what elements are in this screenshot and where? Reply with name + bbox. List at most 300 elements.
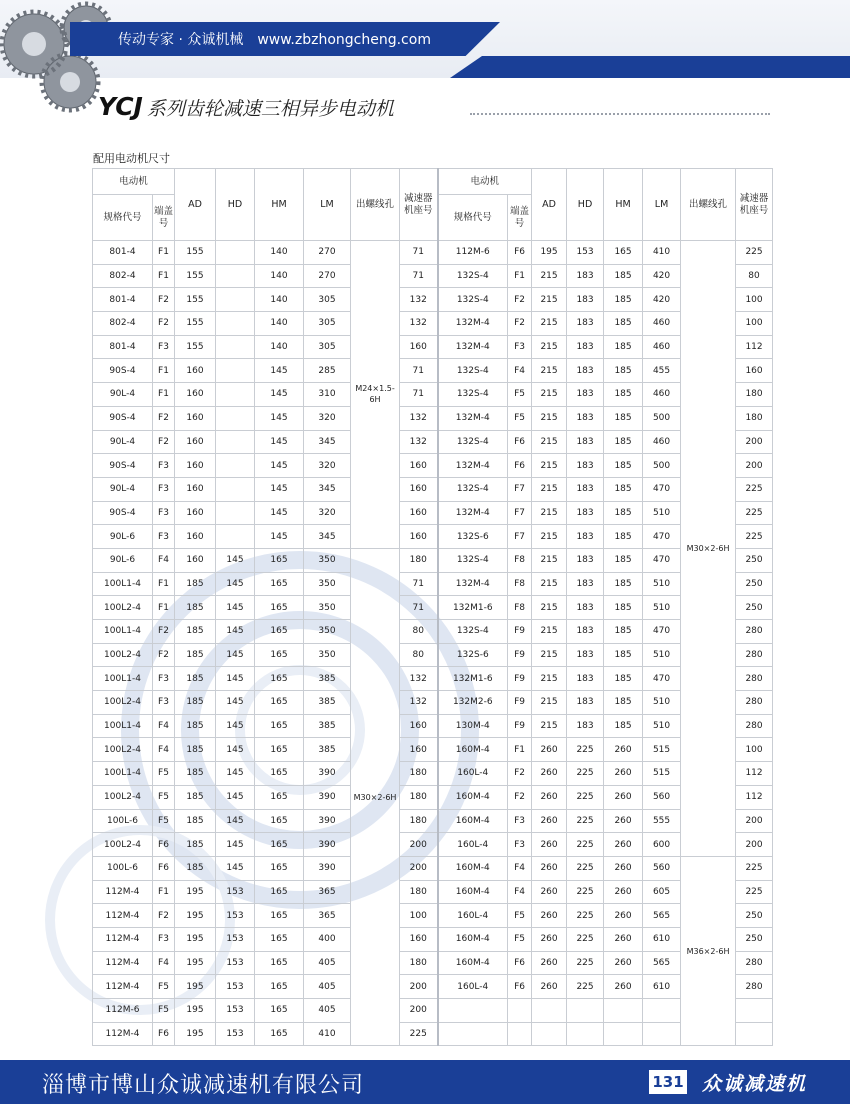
cell-hd: 153 [216, 951, 255, 975]
cell-ad: 185 [175, 833, 216, 857]
cell-hd-right: 183 [567, 667, 604, 691]
cell-hd-right: 183 [567, 572, 604, 596]
cell-end-cover-right: F3 [508, 335, 532, 359]
cell-ad: 195 [175, 975, 216, 999]
cell-reducer-base: 132 [400, 288, 438, 312]
cell-ad-right [532, 1022, 567, 1046]
cell-end-cover: F1 [153, 596, 175, 620]
cell-ad-right: 215 [532, 691, 567, 715]
cell-reducer-base: 180 [400, 880, 438, 904]
cell-reducer-base: 160 [400, 927, 438, 951]
cell-ad-right: 215 [532, 525, 567, 549]
cell-reducer-base: 132 [400, 312, 438, 336]
cell-ad: 185 [175, 762, 216, 786]
cell-hd-right: 183 [567, 477, 604, 501]
cell-ad: 185 [175, 572, 216, 596]
cell-hd [216, 241, 255, 265]
cell-hm-right: 185 [604, 335, 643, 359]
cell-reducer-base-right: 200 [736, 430, 773, 454]
cell-hd [216, 430, 255, 454]
cell-end-cover-right: F2 [508, 312, 532, 336]
cell-reducer-base: 132 [400, 406, 438, 430]
cell-ad-right: 215 [532, 312, 567, 336]
cell-hd [216, 335, 255, 359]
cell-spec-code-right: 160L-4 [438, 762, 508, 786]
cell-outlet-merged: M24×1.5-6H [351, 241, 400, 549]
header-lm: LM [304, 169, 351, 241]
cell-lm-right [643, 1022, 681, 1046]
table-row [93, 596, 773, 620]
cell-lm: 385 [304, 714, 351, 738]
cell-reducer-base-right: 180 [736, 406, 773, 430]
cell-ad-right: 215 [532, 643, 567, 667]
cell-hd: 145 [216, 667, 255, 691]
cell-hd-right: 225 [567, 785, 604, 809]
cell-lm-right: 455 [643, 359, 681, 383]
cell-end-cover-right: F2 [508, 762, 532, 786]
cell-spec-code-right: 132M-4 [438, 572, 508, 596]
cell-reducer-base-right [736, 1022, 773, 1046]
cell-hm: 165 [255, 975, 304, 999]
cell-hd [216, 477, 255, 501]
cell-lm-right: 460 [643, 383, 681, 407]
cell-hm-right: 260 [604, 785, 643, 809]
cell-spec-code-right: 132M1-6 [438, 596, 508, 620]
cell-outlet-merged-right: M30×2-6H [681, 241, 736, 857]
cell-lm: 350 [304, 572, 351, 596]
cell-reducer-base: 71 [400, 572, 438, 596]
cell-spec-code-right: 160M-4 [438, 785, 508, 809]
cell-ad-right: 215 [532, 383, 567, 407]
cell-lm: 270 [304, 241, 351, 265]
table-row [93, 927, 773, 951]
cell-hd-right: 225 [567, 975, 604, 999]
table-row [93, 241, 773, 265]
cell-end-cover: F4 [153, 738, 175, 762]
cell-ad-right: 195 [532, 241, 567, 265]
table-row [93, 335, 773, 359]
cell-reducer-base-right: 250 [736, 572, 773, 596]
cell-reducer-base-right: 280 [736, 951, 773, 975]
cell-hd-right: 183 [567, 643, 604, 667]
cell-ad-right: 215 [532, 714, 567, 738]
table-row [93, 833, 773, 857]
cell-spec-code-right: 132S-6 [438, 643, 508, 667]
cell-hd-right: 183 [567, 454, 604, 478]
cell-reducer-base-right: 250 [736, 596, 773, 620]
cell-spec-code: 801-4 [93, 241, 153, 265]
cell-hd-right: 183 [567, 406, 604, 430]
cell-spec-code-right: 132S-4 [438, 477, 508, 501]
cell-lm-right: 510 [643, 572, 681, 596]
cell-lm: 400 [304, 927, 351, 951]
cell-end-cover-right: F3 [508, 809, 532, 833]
cell-hd: 145 [216, 596, 255, 620]
cell-reducer-base: 160 [400, 501, 438, 525]
cell-ad: 195 [175, 927, 216, 951]
cell-spec-code-right: 160M-4 [438, 951, 508, 975]
cell-end-cover: F2 [153, 406, 175, 430]
header-ad-right: AD [532, 169, 567, 241]
table-row [93, 904, 773, 928]
cell-end-cover-right: F9 [508, 620, 532, 644]
cell-end-cover-right [508, 1022, 532, 1046]
header-hd: HD [216, 169, 255, 241]
page-number: 131 [649, 1070, 687, 1094]
cell-lm: 365 [304, 904, 351, 928]
cell-ad: 155 [175, 264, 216, 288]
header-website: www.zbzhongcheng.com [257, 32, 431, 48]
cell-hd: 145 [216, 643, 255, 667]
cell-ad-right: 260 [532, 856, 567, 880]
cell-ad: 195 [175, 999, 216, 1023]
cell-hd-right: 183 [567, 620, 604, 644]
cell-hm: 145 [255, 359, 304, 383]
cell-lm: 305 [304, 312, 351, 336]
cell-hd-right: 183 [567, 714, 604, 738]
cell-hd-right [567, 999, 604, 1023]
cell-hm: 145 [255, 477, 304, 501]
cell-hm-right: 185 [604, 264, 643, 288]
cell-reducer-base-right: 280 [736, 643, 773, 667]
cell-hd [216, 501, 255, 525]
cell-end-cover-right: F8 [508, 572, 532, 596]
cell-end-cover-right: F8 [508, 548, 532, 572]
cell-lm: 350 [304, 643, 351, 667]
cell-spec-code: 112M-4 [93, 880, 153, 904]
cell-hm-right: 260 [604, 904, 643, 928]
cell-spec-code-right: 132S-4 [438, 430, 508, 454]
cell-end-cover: F3 [153, 525, 175, 549]
cell-lm-right: 560 [643, 785, 681, 809]
cell-hm: 140 [255, 264, 304, 288]
cell-ad-right: 215 [532, 454, 567, 478]
cell-reducer-base: 180 [400, 762, 438, 786]
cell-hm-right: 260 [604, 809, 643, 833]
table-row [93, 525, 773, 549]
cell-end-cover: F1 [153, 880, 175, 904]
cell-lm-right: 470 [643, 525, 681, 549]
cell-end-cover: F3 [153, 501, 175, 525]
cell-end-cover-right: F1 [508, 738, 532, 762]
cell-end-cover-right: F7 [508, 525, 532, 549]
cell-ad-right: 215 [532, 572, 567, 596]
cell-hm-right: 185 [604, 477, 643, 501]
cell-ad: 160 [175, 501, 216, 525]
cell-ad-right: 260 [532, 951, 567, 975]
cell-reducer-base: 225 [400, 1022, 438, 1046]
cell-hm: 165 [255, 999, 304, 1023]
cell-end-cover-right: F9 [508, 714, 532, 738]
cell-spec-code: 100L1-4 [93, 762, 153, 786]
cell-lm: 385 [304, 691, 351, 715]
cell-end-cover: F4 [153, 548, 175, 572]
cell-reducer-base: 160 [400, 454, 438, 478]
cell-reducer-base: 180 [400, 809, 438, 833]
cell-hd: 145 [216, 785, 255, 809]
cell-hd-right: 225 [567, 904, 604, 928]
cell-spec-code: 100L1-4 [93, 714, 153, 738]
cell-hm: 165 [255, 785, 304, 809]
cell-reducer-base-right: 225 [736, 525, 773, 549]
cell-spec-code: 112M-4 [93, 904, 153, 928]
cell-lm-right: 510 [643, 714, 681, 738]
cell-hm: 165 [255, 714, 304, 738]
cell-lm: 365 [304, 880, 351, 904]
cell-end-cover: F3 [153, 927, 175, 951]
cell-ad-right: 215 [532, 359, 567, 383]
cell-hd: 145 [216, 762, 255, 786]
cell-reducer-base: 71 [400, 596, 438, 620]
cell-ad: 195 [175, 1022, 216, 1046]
cell-end-cover: F6 [153, 1022, 175, 1046]
cell-hd-right: 183 [567, 548, 604, 572]
cell-reducer-base: 200 [400, 975, 438, 999]
cell-reducer-base-right: 160 [736, 359, 773, 383]
cell-end-cover: F1 [153, 241, 175, 265]
cell-reducer-base: 80 [400, 643, 438, 667]
cell-spec-code-right [438, 999, 508, 1023]
cell-spec-code-right: 132M-4 [438, 335, 508, 359]
cell-lm-right: 515 [643, 762, 681, 786]
cell-reducer-base-right: 225 [736, 856, 773, 880]
cell-spec-code-right: 160M-4 [438, 856, 508, 880]
cell-hd: 145 [216, 833, 255, 857]
cell-end-cover: F5 [153, 762, 175, 786]
cell-reducer-base-right: 100 [736, 288, 773, 312]
table-row [93, 548, 773, 572]
cell-ad-right: 215 [532, 667, 567, 691]
cell-lm: 270 [304, 264, 351, 288]
table-row [93, 477, 773, 501]
cell-lm-right: 605 [643, 880, 681, 904]
cell-reducer-base-right: 200 [736, 809, 773, 833]
table-row [93, 1022, 773, 1046]
cell-hm-right: 260 [604, 762, 643, 786]
cell-reducer-base: 132 [400, 691, 438, 715]
cell-spec-code-right: 132M-4 [438, 406, 508, 430]
table-row [93, 501, 773, 525]
cell-reducer-base-right: 225 [736, 241, 773, 265]
cell-spec-code: 90S-4 [93, 406, 153, 430]
cell-hm-right [604, 1022, 643, 1046]
cell-hd [216, 264, 255, 288]
cell-hd-right: 153 [567, 241, 604, 265]
cell-hd: 145 [216, 809, 255, 833]
header-hm: HM [255, 169, 304, 241]
header-end-cover-right: 端盖号 [508, 195, 532, 241]
cell-hd [216, 383, 255, 407]
cell-hd [216, 312, 255, 336]
cell-hd: 145 [216, 714, 255, 738]
cell-end-cover: F2 [153, 620, 175, 644]
cell-hd: 153 [216, 975, 255, 999]
cell-hm: 165 [255, 833, 304, 857]
cell-end-cover: F5 [153, 975, 175, 999]
cell-ad: 195 [175, 904, 216, 928]
cell-hm: 165 [255, 738, 304, 762]
cell-hd-right: 225 [567, 833, 604, 857]
cell-lm-right [643, 999, 681, 1023]
cell-hd-right: 225 [567, 880, 604, 904]
header-motor: 电动机 [93, 169, 175, 195]
cell-hm-right: 185 [604, 714, 643, 738]
cell-hm: 165 [255, 643, 304, 667]
cell-lm-right: 420 [643, 264, 681, 288]
cell-hm: 145 [255, 383, 304, 407]
cell-end-cover: F2 [153, 312, 175, 336]
cell-lm-right: 515 [643, 738, 681, 762]
cell-end-cover: F6 [153, 856, 175, 880]
cell-spec-code: 802-4 [93, 264, 153, 288]
cell-hm-right: 185 [604, 620, 643, 644]
cell-hd-right: 225 [567, 809, 604, 833]
cell-lm-right: 510 [643, 691, 681, 715]
cell-reducer-base: 132 [400, 667, 438, 691]
table-row [93, 454, 773, 478]
cell-lm-right: 555 [643, 809, 681, 833]
cell-reducer-base-right: 100 [736, 312, 773, 336]
cell-lm-right: 470 [643, 477, 681, 501]
cell-lm-right: 470 [643, 548, 681, 572]
cell-end-cover-right: F4 [508, 359, 532, 383]
cell-end-cover: F5 [153, 809, 175, 833]
cell-spec-code: 100L2-4 [93, 691, 153, 715]
table-row [93, 785, 773, 809]
cell-end-cover-right: F6 [508, 951, 532, 975]
cell-spec-code-right: 132S-6 [438, 525, 508, 549]
cell-hm: 165 [255, 548, 304, 572]
header-end-cover: 端盖号 [153, 195, 175, 241]
cell-hm-right: 260 [604, 975, 643, 999]
cell-reducer-base: 200 [400, 833, 438, 857]
cell-lm-right: 460 [643, 312, 681, 336]
title-divider [470, 113, 770, 115]
cell-lm: 390 [304, 762, 351, 786]
cell-hd: 153 [216, 880, 255, 904]
cell-hd-right: 225 [567, 738, 604, 762]
table-row [93, 738, 773, 762]
cell-reducer-base-right: 225 [736, 880, 773, 904]
cell-end-cover: F1 [153, 383, 175, 407]
cell-reducer-base: 200 [400, 856, 438, 880]
cell-reducer-base: 132 [400, 430, 438, 454]
cell-spec-code: 112M-4 [93, 927, 153, 951]
cell-hm-right [604, 999, 643, 1023]
cell-end-cover: F3 [153, 477, 175, 501]
cell-lm-right: 420 [643, 288, 681, 312]
header-lm-right: LM [643, 169, 681, 241]
cell-hm-right: 260 [604, 738, 643, 762]
cell-hm: 140 [255, 335, 304, 359]
cell-hm-right: 185 [604, 359, 643, 383]
cell-hm-right: 185 [604, 548, 643, 572]
cell-ad-right: 260 [532, 762, 567, 786]
cell-reducer-base: 80 [400, 620, 438, 644]
cell-end-cover: F3 [153, 454, 175, 478]
cell-spec-code-right: 132S-4 [438, 359, 508, 383]
cell-lm-right: 510 [643, 643, 681, 667]
cell-end-cover: F5 [153, 785, 175, 809]
cell-hm: 165 [255, 620, 304, 644]
footer-brand: 众诚减速机 [702, 1073, 808, 1095]
cell-spec-code: 90S-4 [93, 359, 153, 383]
table-row [93, 288, 773, 312]
cell-lm: 320 [304, 454, 351, 478]
cell-spec-code-right: 132M2-6 [438, 691, 508, 715]
cell-hd [216, 454, 255, 478]
cell-hd-right: 183 [567, 383, 604, 407]
cell-spec-code-right [438, 1022, 508, 1046]
header-spec-code: 规格代号 [93, 195, 153, 241]
cell-spec-code-right: 132S-4 [438, 288, 508, 312]
cell-lm: 405 [304, 951, 351, 975]
cell-hd [216, 288, 255, 312]
cell-reducer-base: 180 [400, 548, 438, 572]
cell-spec-code-right: 132M-4 [438, 501, 508, 525]
cell-hm: 165 [255, 667, 304, 691]
header-ad: AD [175, 169, 216, 241]
cell-ad-right: 215 [532, 548, 567, 572]
cell-reducer-base-right: 280 [736, 667, 773, 691]
cell-end-cover: F4 [153, 951, 175, 975]
cell-lm-right: 510 [643, 596, 681, 620]
cell-reducer-base-right: 280 [736, 620, 773, 644]
cell-ad: 160 [175, 359, 216, 383]
header-stripe [450, 56, 850, 78]
cell-hm-right: 260 [604, 833, 643, 857]
footer-company-name: 淄博市博山众诚减速机有限公司 [42, 1073, 365, 1098]
cell-ad: 160 [175, 477, 216, 501]
cell-reducer-base-right: 112 [736, 785, 773, 809]
cell-end-cover-right: F5 [508, 904, 532, 928]
cell-hm: 165 [255, 691, 304, 715]
cell-end-cover: F4 [153, 714, 175, 738]
cell-lm: 345 [304, 477, 351, 501]
cell-ad: 185 [175, 785, 216, 809]
cell-spec-code: 90L-4 [93, 477, 153, 501]
cell-hm: 165 [255, 809, 304, 833]
cell-lm: 410 [304, 1022, 351, 1046]
cell-ad-right: 215 [532, 430, 567, 454]
cell-lm: 320 [304, 501, 351, 525]
cell-hm-right: 185 [604, 643, 643, 667]
cell-spec-code-right: 160M-4 [438, 809, 508, 833]
cell-reducer-base-right: 180 [736, 383, 773, 407]
table-body [93, 241, 773, 1046]
table-row [93, 691, 773, 715]
cell-hd-right: 183 [567, 596, 604, 620]
cell-ad: 185 [175, 596, 216, 620]
cell-hd: 145 [216, 856, 255, 880]
cell-lm-right: 565 [643, 904, 681, 928]
cell-ad: 155 [175, 312, 216, 336]
cell-hm: 165 [255, 904, 304, 928]
cell-spec-code: 100L2-4 [93, 738, 153, 762]
cell-spec-code: 112M-4 [93, 951, 153, 975]
table-row [93, 999, 773, 1023]
cell-hm: 145 [255, 454, 304, 478]
cell-spec-code: 90L-4 [93, 383, 153, 407]
cell-spec-code: 90S-4 [93, 454, 153, 478]
cell-spec-code-right: 130M-4 [438, 714, 508, 738]
cell-reducer-base-right: 112 [736, 335, 773, 359]
table-row [93, 430, 773, 454]
table-row [93, 572, 773, 596]
cell-reducer-base-right: 80 [736, 264, 773, 288]
cell-end-cover-right: F6 [508, 430, 532, 454]
cell-lm: 350 [304, 620, 351, 644]
